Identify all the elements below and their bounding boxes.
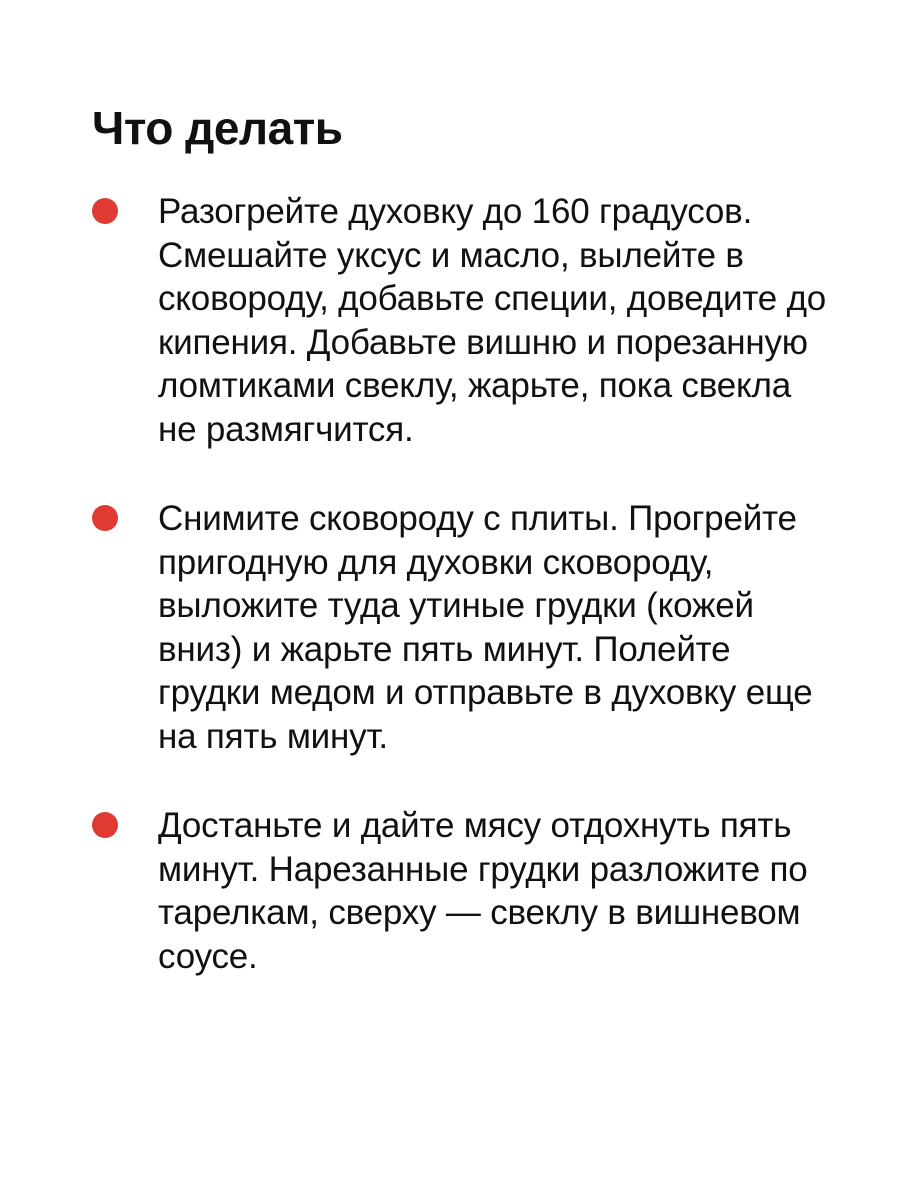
step-text: Достаньте и дайте мясу отдохнуть пять минут. Нарезанные грудки разложите по тарелкам, сверху — свеклу в вишневом соусе. <box>158 806 808 976</box>
step-text: Снимите сковороду с плиты. Прогрейте пригодную для духовки сковороду, выложите туда утиные грудки (кожей вниз) и жарьте пять минут. Полейте грудки медом и отправьте в духовку еще на пять минут. <box>158 499 813 756</box>
bullet-dot-icon <box>92 198 118 224</box>
bullet-dot-icon <box>92 812 118 838</box>
list-item <box>92 497 832 758</box>
bullet-dot-icon <box>92 505 118 531</box>
list-item <box>92 804 832 978</box>
steps-list <box>92 190 832 978</box>
step-text: Разогрейте духовку до 160 градусов. Смешайте уксус и масло, вылейте в сковороду, добавьте специи, доведите до кипения. Добавьте вишню и порезанную ломтиками свеклу, жарьте, пока свекла не размягчится. <box>158 192 827 449</box>
list-item <box>92 190 832 451</box>
page-title: Что делать <box>92 102 343 154</box>
